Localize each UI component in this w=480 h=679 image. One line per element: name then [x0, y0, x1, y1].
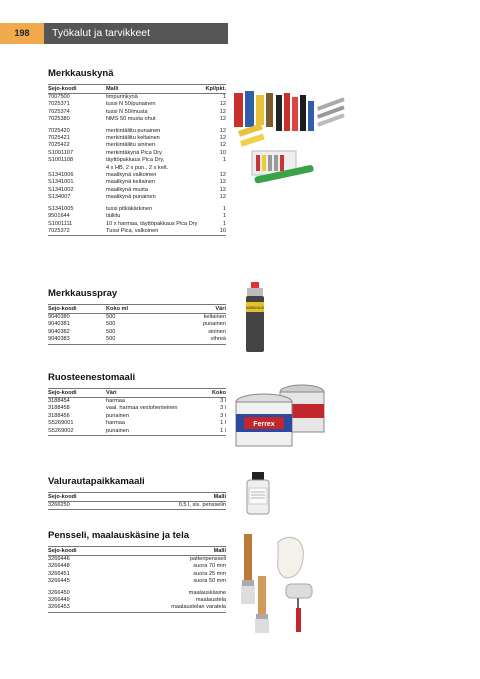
- cell-size: 500: [106, 321, 116, 328]
- cell-qty: [204, 165, 226, 172]
- product-table: [48, 304, 226, 345]
- cell-qty: 10: [219, 149, 226, 156]
- col-header: Koko: [206, 389, 226, 398]
- cell-size: 500: [106, 328, 116, 335]
- table-row: [48, 556, 226, 564]
- cell-color: keltainen: [203, 314, 226, 320]
- cell-size: 1 l: [206, 428, 226, 436]
- cell-code: 3266250: [48, 502, 106, 510]
- cell-code: 9040382: [48, 328, 70, 335]
- table-row: [48, 413, 226, 420]
- brushes-roller-glove-photo: [236, 534, 332, 634]
- cell-code: 7025372: [48, 228, 106, 236]
- cell-code: 7025420: [48, 127, 70, 134]
- col-header: Sejo-koodi: [48, 85, 106, 94]
- cell-model: maalaustela: [195, 597, 226, 604]
- product-table: [48, 388, 226, 436]
- cell-qty: 1: [222, 205, 226, 212]
- table-row: [48, 116, 226, 123]
- cell-model: NMS 50 musta ohut: [106, 116, 156, 123]
- cell-model: 0,5 l, sis. pensselin: [106, 502, 226, 510]
- table-row: [48, 321, 226, 328]
- cell-qty: 12: [219, 186, 226, 193]
- cell-model: merkintäkynä Pica Dry: [106, 149, 162, 156]
- cell-qty: 1: [222, 94, 226, 100]
- cell-model: suora 70 mm: [193, 563, 226, 570]
- cell-model: maalaustelan varatela: [106, 604, 226, 612]
- cell-code: 7025421: [48, 135, 70, 142]
- table-row: [48, 571, 226, 578]
- col-header: Sejo-koodi: [48, 389, 106, 398]
- cell-code: S5269001: [48, 420, 74, 427]
- cell-code: 9501644: [48, 213, 70, 220]
- section-merkkauskyna: [48, 68, 226, 236]
- cell-model: tussi N 50/punainen: [106, 101, 156, 108]
- spray-can-photo: [244, 282, 266, 354]
- table-row: [48, 109, 226, 116]
- cell-model: maalikynä musta: [106, 186, 148, 193]
- cell-color: harmaa: [106, 398, 125, 404]
- cell-model: Tussi Pica, valkoinen: [106, 228, 204, 236]
- cell-model: tussi pitkäkärkinen: [106, 205, 153, 212]
- cell-color: punainen: [202, 321, 226, 328]
- page-header: [0, 23, 228, 44]
- cell-code: 3188458: [48, 405, 70, 412]
- section-title: Pensseli, maalauskäsine ja tela: [48, 530, 190, 541]
- section-merkkausspray: [48, 288, 226, 345]
- table-row: [48, 398, 226, 406]
- table-row: [48, 420, 226, 427]
- section-title: Merkkauskynä: [48, 68, 114, 79]
- cell-code: S1341002: [48, 186, 74, 193]
- cell-color: vaal. harmaa vesiohenteinen: [106, 405, 178, 412]
- cell-code: 7025380: [48, 116, 70, 123]
- cell-qty: 12: [219, 142, 226, 149]
- cell-model: täyttöpakkaus Pica Dry,: [106, 157, 165, 164]
- cell-code: 3188456: [48, 412, 70, 419]
- table-row: [48, 157, 226, 164]
- cell-code: 7025422: [48, 142, 70, 149]
- paint-bottle-photo: [244, 472, 272, 516]
- cell-model: 10 x harmaa, täyttöpakkaus Pica Dry: [106, 220, 198, 227]
- cell-model: täiliitu: [106, 213, 121, 220]
- cell-color: punainen: [106, 428, 206, 436]
- col-header: Koko ml: [106, 305, 165, 314]
- cell-qty: 12: [219, 127, 226, 134]
- table-row: [48, 597, 226, 604]
- cell-qty: 1: [222, 213, 226, 220]
- table-row: [48, 179, 226, 186]
- product-table: [48, 492, 226, 510]
- col-header: Kpl/pkt.: [205, 86, 226, 92]
- cell-model: suora 25 mm: [193, 570, 226, 577]
- table-row: [48, 329, 226, 336]
- paint-cans-photo: [232, 382, 328, 450]
- table-row: [48, 172, 226, 179]
- cell-code: S134007: [48, 194, 71, 201]
- col-header: Malli: [106, 547, 226, 556]
- table-row: [48, 563, 226, 570]
- cell-qty: 12: [219, 101, 226, 108]
- cell-code: 3266446: [48, 556, 70, 562]
- table-row: [48, 213, 226, 220]
- table-row: [48, 336, 226, 344]
- table-row: [48, 202, 226, 213]
- table-row: [48, 228, 226, 236]
- cell-code: 7025371: [48, 101, 70, 108]
- cell-qty: 1: [222, 220, 226, 227]
- cell-code: S1001108: [48, 157, 74, 164]
- table-row: [48, 428, 226, 436]
- table-row: [48, 94, 226, 102]
- cell-qty: 10: [204, 228, 226, 236]
- cell-code: 7025374: [48, 108, 70, 115]
- table-row: [48, 194, 226, 201]
- cell-code: S1341001: [48, 179, 74, 186]
- section-valurautapaikkamaali: [48, 476, 226, 510]
- marker-pens-photo: [232, 85, 350, 197]
- cell-qty: 12: [219, 172, 226, 179]
- cell-model: maalikynä keltainen: [106, 179, 156, 186]
- cell-color: punainen: [106, 412, 130, 419]
- col-header: Väri: [165, 305, 226, 314]
- paint-brand: Ferrex: [253, 421, 275, 428]
- cell-qty: 12: [219, 116, 226, 123]
- table-row: [48, 586, 226, 597]
- col-header: Sejo-koodi: [48, 305, 106, 314]
- cell-model: suora 50 mm: [193, 578, 226, 585]
- table-row: [48, 604, 226, 612]
- cell-size: 500: [106, 336, 165, 344]
- table-row: [48, 150, 226, 157]
- cell-qty: 12: [219, 179, 226, 186]
- section-ruosteenestomaali: [48, 372, 226, 436]
- cell-model: maalauskäsine: [188, 589, 226, 596]
- product-table: [48, 84, 226, 236]
- col-header: Malli: [106, 85, 204, 94]
- cell-color: sininen: [208, 328, 226, 335]
- cell-code: S1341005: [48, 205, 74, 212]
- table-row: [48, 101, 226, 108]
- col-header: Väri: [106, 389, 206, 398]
- cell-code: 9040380: [48, 314, 70, 320]
- cell-code: 3266450: [48, 589, 70, 596]
- cell-model: maalikynä punainen: [106, 194, 156, 201]
- col-header: Sejo-koodi: [48, 547, 106, 556]
- cell-qty: 1: [222, 157, 226, 164]
- cell-model: merkintäliitu sininen: [106, 142, 156, 149]
- table-row: [48, 165, 226, 172]
- cell-qty: 12: [219, 194, 226, 201]
- cell-model: patteripensseli: [189, 556, 226, 562]
- cell-code: 9040381: [48, 321, 70, 328]
- table-row: [48, 578, 226, 585]
- cell-model: 4 x HB, 2 x pun., 2 x kelt.: [106, 164, 169, 171]
- cell-code: 7007500: [48, 94, 70, 100]
- cell-code: 3266451: [48, 570, 70, 577]
- cell-qty: 12: [219, 135, 226, 142]
- cell-model: merkintäliitu keltainen: [106, 135, 160, 142]
- cell-size: 1 l: [220, 420, 226, 427]
- cell-qty: 12: [219, 108, 226, 115]
- page-title: Työkalut ja tarvikkeet: [52, 27, 151, 39]
- table-row: [48, 221, 226, 228]
- product-table: [48, 546, 226, 613]
- col-header: Malli: [106, 493, 226, 502]
- cell-size: 3 l: [220, 412, 226, 419]
- section-title: Merkkausspray: [48, 288, 118, 299]
- cell-model: merkintäliitu punainen: [106, 127, 161, 134]
- spray-label: MARKKAUS: [246, 306, 264, 310]
- cell-model: tussi N 50/musta: [106, 108, 148, 115]
- section-pensseli: [48, 530, 226, 613]
- cell-code: [48, 165, 106, 172]
- page-number: 198: [0, 23, 44, 44]
- cell-code: S1001111: [48, 220, 73, 227]
- cell-code: S5269002: [48, 428, 106, 436]
- cell-size: 3 l: [220, 405, 226, 412]
- cell-code: 3266445: [48, 578, 70, 585]
- col-header: Sejo-koodi: [48, 493, 106, 502]
- cell-code: 3266449: [48, 597, 70, 604]
- table-row: [48, 187, 226, 194]
- cell-size: 3 l: [220, 398, 226, 404]
- cell-code: 3188454: [48, 398, 70, 404]
- cell-code: S1001107: [48, 149, 74, 156]
- table-row: [48, 502, 226, 510]
- section-title: Ruosteenestomaali: [48, 372, 136, 383]
- cell-size: 500: [106, 314, 116, 320]
- table-row: [48, 405, 226, 412]
- cell-color: vihreä: [165, 336, 226, 344]
- table-row: [48, 135, 226, 142]
- cell-code: S1341006: [48, 172, 74, 179]
- cell-color: harmaa: [106, 420, 125, 427]
- table-row: [48, 142, 226, 149]
- section-title: Valurautapaikkamaali: [48, 476, 145, 487]
- cell-model: maalikynä valkoinen: [106, 172, 157, 179]
- cell-model: timpurinkynä: [106, 94, 138, 100]
- table-row: [48, 314, 226, 322]
- table-row: [48, 124, 226, 135]
- cell-code: 3266453: [48, 604, 106, 612]
- cell-code: 3266448: [48, 563, 70, 570]
- cell-code: 9040383: [48, 336, 106, 344]
